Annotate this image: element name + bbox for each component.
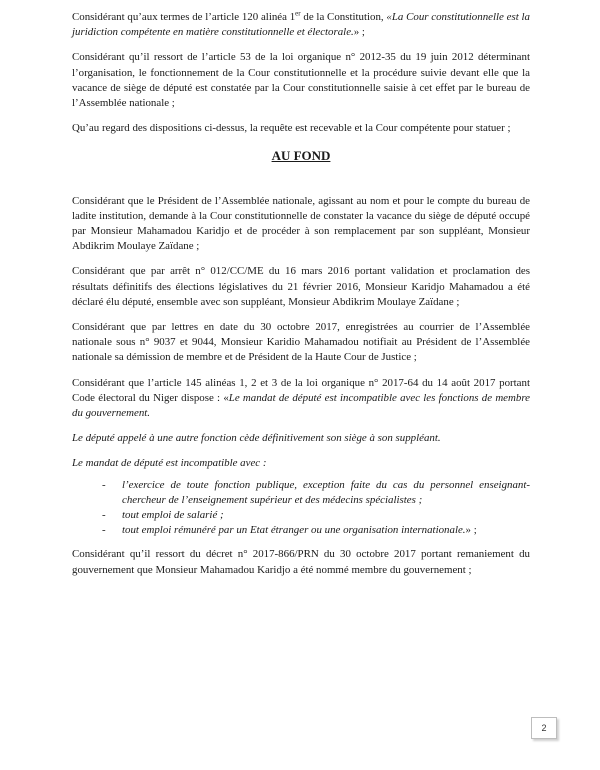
list-dash: -: [102, 524, 106, 537]
page-number: 2: [531, 717, 557, 739]
paragraph-lettres-demission: Considérant que par lettres en date du 30 octobre 2017, enregistrées au courrier de l’Assemblée nationale sous n° 9037 et 9044, Monsieur Karidio Mahamadou notifiait au Président de l’Assemblée nationale sa démission de membre et de Président de la Haute Cour de Justice ;: [72, 321, 530, 364]
paragraph-incompatible-avec: Le mandat de député est incompatible avec :: [72, 457, 267, 470]
list-item: - l’exercice de toute fonction publique, exception faite du cas du personnel enseignant-chercheur de l’enseignement supérieur et des médecins spécialistes ;: [102, 478, 530, 506]
section-heading-au-fond: AU FOND: [271, 148, 331, 164]
paragraph-depute-appele: Le député appelé à une autre fonction cède définitivement son siège à son suppléant.: [72, 432, 441, 445]
constitution-quote: «La Cour constitutionnelle est la juridiction compétente en matière constitutionnelle et électorale.: [72, 11, 530, 39]
paragraph-demande-president: Considérant que le Président de l’Assemblée nationale, agissant au nom et pour le compte du bureau de ladite institution, demande à la Cour constitutionnelle de constater la vacance du siège de député occupé par Monsieur Mahamadou Karidjo et de procéder à son remplacement par son suppléant, Monsieur Abdikrim Moulaye Zaïdane ;: [72, 194, 530, 253]
paragraph-recevable: Qu’au regard des dispositions ci-dessus, la requête est recevable et la Cour compétente pour statuer ;: [72, 122, 511, 135]
list-dash: -: [102, 478, 106, 491]
paragraph-article-145: Considérant que l’article 145 alinéas 1, 2 et 3 de la loi organique n° 2017-64 du 14 août 2017 portant Code électoral du Niger dispose : «Le mandat de député est incompatible avec les fonctions de membre du gouvernement.: [72, 376, 530, 420]
paragraph-decret-866: Considérant qu’il ressort du décret n° 2017-866/PRN du 30 octobre 2017 portant remaniement du gouvernement que Monsieur Mahamadou Karidjo a été nommé membre du gouvernement ;: [72, 548, 530, 576]
list-item: - tout emploi rémunéré par un Etat étranger ou une organisation internationale.» ;: [102, 523, 530, 538]
paragraph-article-53: Considérant qu’il ressort de l’article 53 de la loi organique n° 2012-35 du 19 juin 2012 déterminant l’organisation, le fonctionnement de la Cour constitutionnelle et la procédure suivie devant elle que la vacance de siège de député est constatée par la Cour constitutionnelle saisie à cet effet par le bureau de l’Assemblée nationale ;: [72, 51, 530, 110]
code-electoral-quote: Le mandat de député est incompatible avec les fonctions de membre du gouvernement.: [72, 391, 530, 420]
list-dash: -: [102, 509, 106, 522]
paragraph-article-120: Considérant qu’aux termes de l’article 120 alinéa 1er de la Constitution, «La Cour constitutionnelle est la juridiction compétente en matière constitutionnelle et électorale.» ;: [72, 9, 530, 39]
list-item: - tout emploi de salarié ;: [102, 508, 530, 523]
paragraph-arret-012: Considérant que par arrêt n° 012/CC/ME du 16 mars 2016 portant validation et proclamation des résultats définitifs des élections législatives du 21 février 2016, Monsieur Karidjo Mahamadou a été déclaré élu député, ensemble avec son suppléant, Monsieur Abdikrim Moulaye Zaïdane ;: [72, 265, 530, 308]
superscript-er: er: [295, 9, 301, 18]
incompatibility-list: [72, 478, 530, 539]
document-body: [72, 10, 530, 588]
